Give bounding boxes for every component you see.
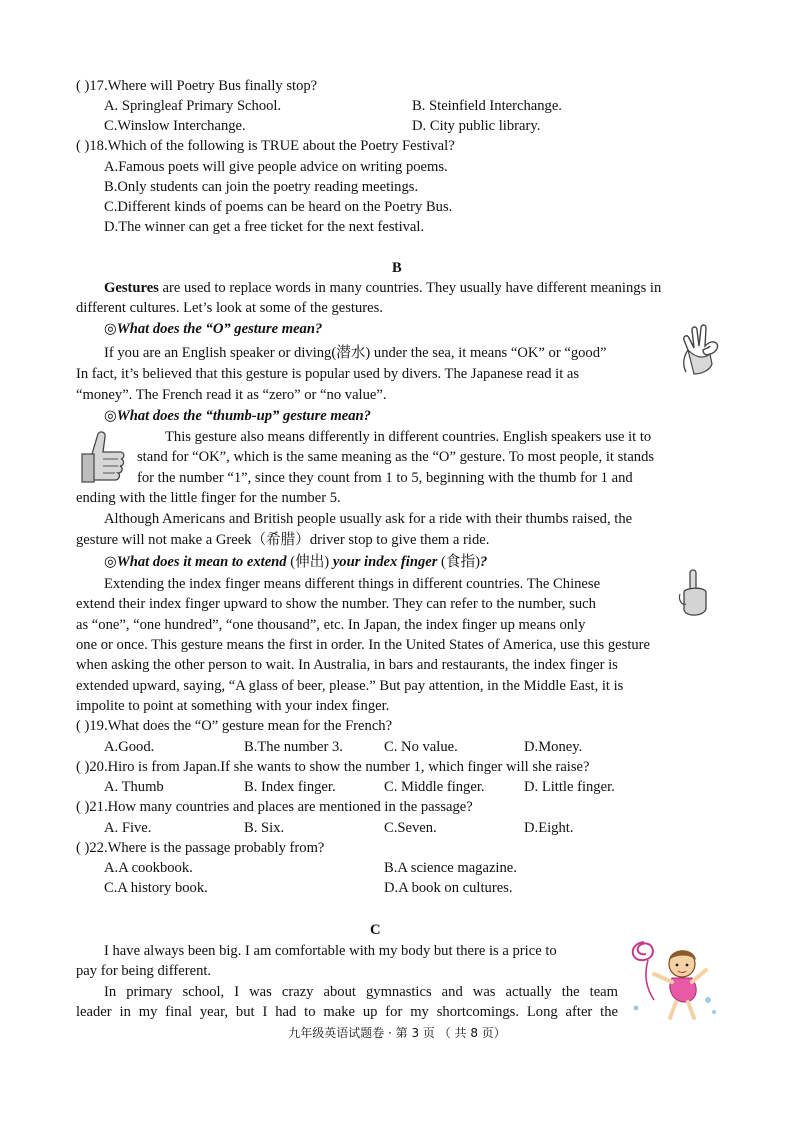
p2-line3: for the number “1”, since they count from 1 to 5, beginning with the thumb for 1 and — [137, 470, 633, 486]
q22-option-d: D.A book on cultures. — [384, 880, 513, 896]
h3-part-a: ◎What does it mean to extend — [104, 554, 287, 570]
c-p2-line2: leader in my final year, but I had to make up for my shortcomings. Long after the — [76, 1004, 618, 1020]
q18-option-d: D.The winner can get a free ticket for the next festival. — [104, 219, 425, 235]
q17-option-c: C.Winslow Interchange. — [104, 118, 246, 134]
p2-line2: stand for “OK”, which is the same meaning as the “O” gesture. To most people, it stands — [137, 449, 655, 465]
q17-stem: ( )17.Where will Poetry Bus finally stop? — [76, 78, 318, 94]
q18-stem: ( )18.Which of the following is TRUE about the Poetry Festival? — [76, 138, 455, 154]
q19-option-c: C. No value. — [384, 739, 458, 755]
q20-option-c: C. Middle finger. — [384, 779, 485, 795]
subheading-o-gesture: ◎What does the “O” gesture mean? — [104, 321, 323, 337]
p1-line3: “money”. The French read it as “zero” or “no value”. — [76, 387, 387, 403]
p4-line1: Extending the index finger means different things in different countries. The Chinese — [104, 576, 601, 592]
p4-line5: when asking the other person to wait. In Australia, in bars and restaurants, the index finger is — [76, 657, 618, 673]
q20-stem: ( )20.Hiro is from Japan.If she wants to show the number 1, which finger will she raise? — [76, 759, 590, 775]
q21-option-d: D.Eight. — [524, 820, 574, 836]
p4-line4: one or once. This gesture means the first in order. In the United States of America, use this gesture — [76, 637, 651, 653]
q17-option-b: B. Steinfield Interchange. — [412, 98, 562, 114]
passage-b-intro — [104, 278, 661, 298]
p1-line2: In fact, it’s believed that this gesture is popular used by divers. The Japanese read it as — [76, 366, 580, 382]
q22-option-c: C.A history book. — [104, 880, 208, 896]
c-p1-line1: I have always been big. I am comfortable with my body but there is a price to — [104, 943, 557, 959]
p4-line6: extended upward, saying, “A glass of beer, please.” But pay attention, in the Middle East, it is — [76, 678, 624, 694]
q18-option-a: A.Famous poets will give people advice on writing poems. — [104, 159, 448, 175]
c-p1-line2: pay for being different. — [76, 963, 212, 979]
index-finger-hand-image — [676, 568, 712, 620]
passage-b-intro-2: different cultures. Let’s look at some of the gestures. — [76, 300, 383, 316]
q21-option-b: B. Six. — [244, 820, 285, 836]
page-footer: 九年级英语试题卷 · 第 3 页 （ 共 8 页） — [288, 1026, 506, 1040]
q22-stem: ( )22.Where is the passage probably from? — [76, 840, 325, 856]
h3-part-e: ? — [479, 554, 488, 570]
p4-line2: extend their index finger upward to show the number. They can refer to the number, such — [76, 596, 596, 612]
subheading-index-finger — [104, 552, 487, 572]
q20-option-d: D. Little finger. — [524, 779, 615, 795]
p2-line4: ending with the little finger for the number 5. — [76, 490, 341, 506]
p3-line1: Although Americans and British people usually ask for a ride with their thumbs raised, the — [104, 511, 633, 527]
c-p2-line1: In primary school, I was crazy about gymnastics and was actually the team — [104, 984, 618, 1000]
p4-line3: as “one”, “one hundred”, “one thousand”, etc. In Japan, the index finger up means only — [76, 617, 586, 633]
p4-line7: impolite to point at something with your index finger. — [76, 698, 390, 714]
q18-option-b: B.Only students can join the poetry reading meetings. — [104, 179, 419, 195]
subheading-thumb-up: ◎What does the “thumb-up” gesture mean? — [104, 408, 371, 424]
h3-part-d: (食指) — [437, 554, 480, 570]
q21-stem: ( )21.How many countries and places are mentioned in the passage? — [76, 799, 473, 815]
q19-option-a: A.Good. — [104, 739, 155, 755]
h3-part-b: (伸出) — [286, 554, 333, 570]
q21-option-c: C.Seven. — [384, 820, 437, 836]
q21-option-a: A. Five. — [104, 820, 152, 836]
q19-option-d: D.Money. — [524, 739, 583, 755]
q20-option-b: B. Index finger. — [244, 779, 336, 795]
q18-option-c: C.Different kinds of poems can be heard on the Poetry Bus. — [104, 199, 453, 215]
q20-option-a: A. Thumb — [104, 779, 164, 795]
h3-part-c: your index finger — [332, 554, 438, 570]
intro-rest: are used to replace words in many countries. They usually have different meanings in — [158, 280, 662, 296]
section-c-heading: C — [370, 922, 381, 938]
intro-bold-word: Gestures — [104, 280, 159, 296]
gymnast-girl-image — [624, 930, 724, 1022]
q22-option-b: B.A science magazine. — [384, 860, 517, 876]
p2-line1: This gesture also means differently in different countries. English speakers use it to — [165, 429, 652, 445]
q19-stem: ( )19.What does the “O” gesture mean for the French? — [76, 718, 393, 734]
section-b-heading: B — [392, 260, 402, 276]
q19-option-b: B.The number 3. — [244, 739, 343, 755]
ok-gesture-hand-image — [676, 320, 724, 378]
q22-option-a: A.A cookbook. — [104, 860, 193, 876]
q17-option-a: A. Springleaf Primary School. — [104, 98, 282, 114]
thumb-up-hand-image — [78, 428, 128, 488]
q17-option-d: D. City public library. — [412, 118, 541, 134]
p1-line1: If you are an English speaker or diving(潜水) under the sea, it means “OK” or “good” — [104, 345, 607, 361]
p3-line2: gesture will not make a Greek（希腊）driver stop to give them a ride. — [76, 532, 490, 548]
